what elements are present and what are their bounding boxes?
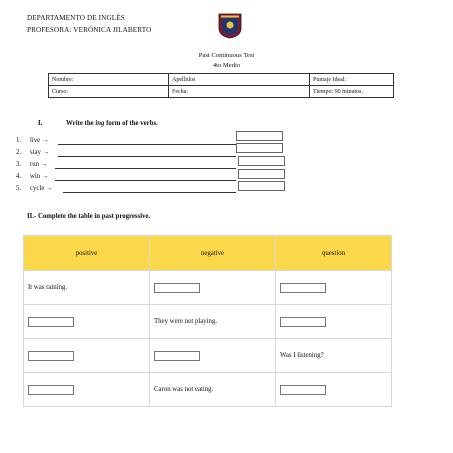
answer-box[interactable]: [28, 317, 74, 327]
department-label: DEPARTAMENTO DE INGLÉS: [27, 14, 125, 22]
verb-item-number: 2.: [16, 149, 22, 156]
verb-item-label: run →: [30, 161, 48, 168]
info-row: [49, 86, 394, 98]
student-info-table: [48, 73, 394, 98]
table-row: [24, 339, 392, 373]
ideal-score-field[interactable]: Puntaje Ideal:: [310, 74, 394, 86]
info-row: [49, 74, 394, 86]
answer-line[interactable]: [55, 180, 236, 181]
table-cell: Caron was not eating.: [150, 373, 276, 407]
table-cell[interactable]: [276, 305, 392, 339]
answer-box[interactable]: [280, 385, 326, 395]
table-cell[interactable]: [150, 271, 276, 305]
test-grade: 4to Medio: [212, 62, 241, 69]
table-cell[interactable]: [24, 339, 150, 373]
verb-item-label: cycle →: [30, 185, 53, 192]
table-cell[interactable]: [24, 305, 150, 339]
column-negative: negative: [150, 236, 276, 271]
name-field[interactable]: Nombre:: [49, 74, 169, 86]
table-row: [24, 373, 392, 407]
teacher-label: PROFESORA: VERÓNICA JILABERTO: [27, 26, 152, 34]
answer-box[interactable]: [28, 385, 74, 395]
table-row: [24, 271, 392, 305]
table-cell[interactable]: [276, 271, 392, 305]
answer-box[interactable]: [236, 143, 283, 153]
table-cell[interactable]: [150, 339, 276, 373]
date-field[interactable]: Fecha:: [169, 86, 310, 98]
table-cell[interactable]: [276, 373, 392, 407]
answer-box[interactable]: [238, 181, 285, 191]
answer-line[interactable]: [58, 144, 236, 145]
answer-box[interactable]: [280, 317, 326, 327]
course-field[interactable]: Curso:: [49, 86, 169, 98]
table-cell[interactable]: [24, 373, 150, 407]
verb-item-label: live →: [30, 137, 49, 144]
section-2-title: II.- Complete the table in past progressive.: [27, 213, 151, 220]
answer-line[interactable]: [58, 156, 236, 157]
table-cell: It was raining.: [24, 271, 150, 305]
verb-item-number: 3.: [16, 161, 22, 168]
table-cell: Was I listening?: [276, 339, 392, 373]
answer-box[interactable]: [28, 351, 74, 361]
column-positive: positive: [24, 236, 150, 271]
verb-item-number: 1.: [16, 137, 22, 144]
past-progressive-table: [23, 235, 392, 407]
answer-box[interactable]: [280, 283, 326, 293]
answer-box[interactable]: [238, 156, 285, 166]
test-title: Past Continuous Test: [198, 52, 255, 59]
answer-box[interactable]: [154, 351, 200, 361]
verb-item-label: win →: [30, 173, 49, 180]
school-logo: [217, 13, 243, 39]
answer-box[interactable]: [236, 131, 283, 141]
verb-item-number: 5.: [16, 185, 22, 192]
table-row: [24, 305, 392, 339]
section-1-title: Write the ing form of the verbs.: [66, 120, 158, 127]
section-1-number: I.: [38, 120, 43, 127]
table-header-row: [24, 236, 392, 271]
table-cell: They were not playing.: [150, 305, 276, 339]
surname-field[interactable]: Apellidos: [169, 74, 310, 86]
answer-box[interactable]: [238, 169, 285, 179]
answer-line[interactable]: [63, 192, 236, 193]
answer-line[interactable]: [55, 168, 236, 169]
verb-item-number: 4.: [16, 173, 22, 180]
verb-item-label: stay →: [30, 149, 50, 156]
time-field: Tiempo: 90 minutos.: [310, 86, 394, 98]
answer-box[interactable]: [154, 283, 200, 293]
column-question: question: [276, 236, 392, 271]
